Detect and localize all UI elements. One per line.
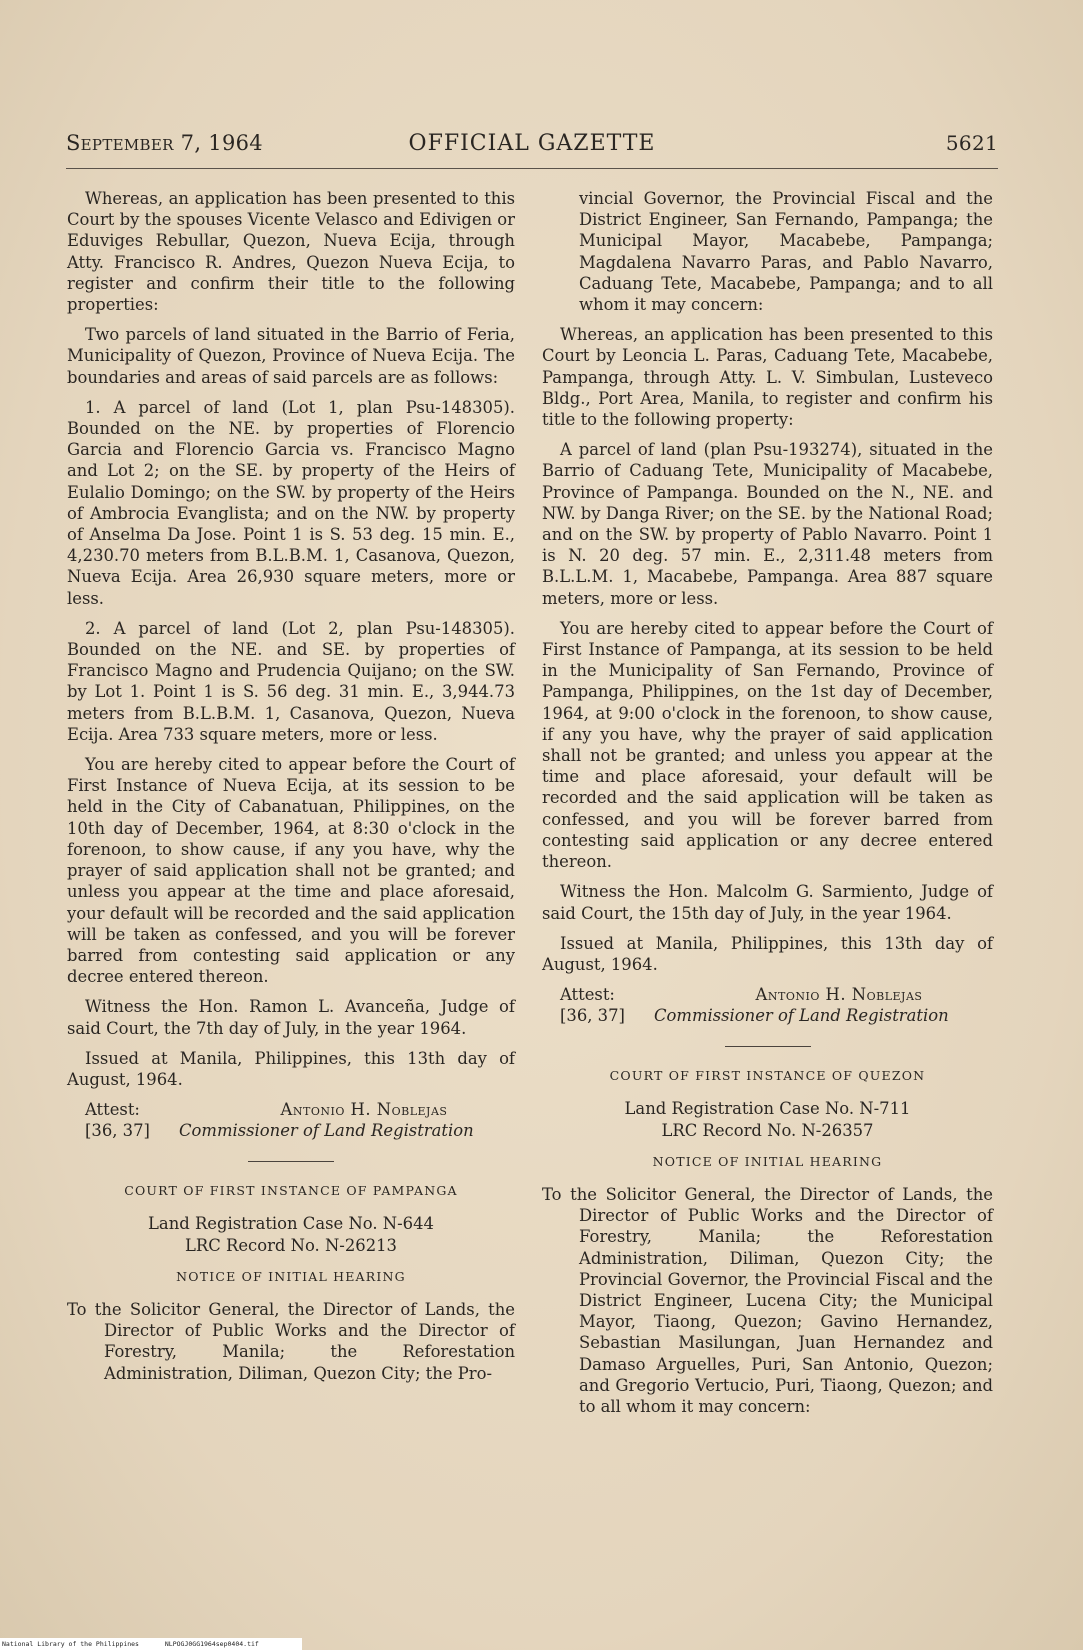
- paragraph: A parcel of land (plan Psu-193274), situated in the Barrio of Caduang Tete, Municipality of Macabebe, Province of Pampanga. Bounded on the N., NE. and NW. by Danga River; on the SE. by the National Road; and on the SW. by property of Pablo Navarro. Point 1 is N. 20 deg. 57 min. E., 2,311.48 meters from B.L.L.M. 1, Macabebe, Pampanga. Area 887 square meters, more or less.: [542, 440, 993, 608]
- right-column: [542, 188, 993, 1426]
- issue-reference: [36, 37]: [560, 1006, 625, 1026]
- paragraph: Witness the Hon. Malcolm G. Sarmiento, Judge of said Court, the 15th day of July, in the year 1964.: [542, 882, 993, 923]
- left-column: [67, 188, 515, 1393]
- page-header: [66, 131, 998, 161]
- paragraph: Witness the Hon. Ramon L. Avanceña, Judge of said Court, the 7th day of July, in the year 1964.: [67, 997, 515, 1038]
- lrc-record-number: LRC Record No. N-26213: [185, 1235, 397, 1255]
- attest-label: Attest:: [560, 985, 615, 1005]
- paragraph: Issued at Manila, Philippines, this 13th day of August, 1964.: [542, 933, 993, 974]
- issue-reference: [36, 37]: [85, 1121, 150, 1141]
- paragraph: 2. A parcel of land (Lot 2, plan Psu-148305). Bounded on the NE. and SE. by properties of Francisco Magno and Prudencia Quijano; on the SW. by Lot 1. Point 1 is S. 56 deg. 31 min. E., 3,944.73 meters from B.L.B.M. 1, Casanova, Quezon, Nueva Ecija. Area 733 square meters, more or less.: [67, 618, 515, 744]
- signatory-title: Commissioner of Land Registration: [179, 1121, 474, 1141]
- paragraph: Whereas, an application has been presented to this Court by the spouses Vicente Velasco and Edivigen or Eduviges Rebullar, Quezon, Nueva Ecija, through Atty. Francisco R. Andres, Quezon Nueva Ecija, to register and confirm their title to the following properties:: [67, 189, 516, 315]
- addressee-list: To the Solicitor General, the Director of Lands, the Director of Public Works and the Director of Forestry, Manila; the Reforestation Administration, Diliman, Quezon City; the Provincial Governor, the Provincial Fiscal and the District Engineer, Lucena City; the Municipal Mayor, Tiaong, Quezon; Gavino Hernandez, Sebastian Masilungan, Juan Hernandez and Damaso Arguelles, Puri, San Antonio, Quezon; and Gregorio Vertucio, Puri, Tiaong, Quezon; and to all whom it may concern:: [542, 1184, 993, 1416]
- lrc-record-number: LRC Record No. N-26357: [661, 1120, 874, 1140]
- paragraph: Whereas, an application has been presented to this Court by Leoncia L. Paras, Caduang Tete, Macabebe, Pampanga, through Atty. L. V. Simbulan, Lusteveco Bldg., Port Area, Manila, to register and confirm his title to the following property:: [542, 325, 993, 430]
- paragraph: Two parcels of land situated in the Barrio of Feria, Municipality of Quezon, Province of Nueva Ecija. The boundaries and areas of said parcels are as follows:: [67, 325, 515, 387]
- signatory-title: Commissioner of Land Registration: [654, 1006, 949, 1026]
- notice-heading: NOTICE OF INITIAL HEARING: [652, 1153, 883, 1169]
- scan-footer: [0, 1638, 302, 1650]
- paragraph: You are hereby cited to appear before the Court of First Instance of Pampanga, at its session to be held in the Municipality of San Fernando, Province of Pampanga, Philippines, on the 1st day of December, 1964, at 9:00 o'clock in the forenoon, to show cause, if any you have, why the prayer of said application shall not be granted; and unless you appear at the time and place aforesaid, your default will be recorded and the said application will be taken as confessed, and you will be forever barred from contesting said application or any decree entered thereon.: [542, 618, 993, 872]
- signature-block: [67, 1099, 515, 1143]
- signature-block: [542, 984, 993, 1028]
- signatory-name: Antonio H. Noblejas: [280, 1100, 448, 1120]
- signatory-name: Antonio H. Noblejas: [755, 985, 923, 1005]
- file-name: NLPOGJ0GG1964sep0404.tif: [164, 1640, 259, 1648]
- section-divider: [248, 1161, 334, 1162]
- notice-heading: NOTICE OF INITIAL HEARING: [176, 1268, 406, 1284]
- court-heading: COURT OF FIRST INSTANCE OF PAMPANGA: [124, 1183, 458, 1199]
- attest-label: Attest:: [85, 1100, 140, 1120]
- header-page-number: 5621: [945, 131, 998, 155]
- addressee-list: To the Solicitor General, the Director of Lands, the Director of Public Works and the Director of Forestry, Manila; the Reforestation Administration, Diliman, Quezon City; the Pro-: [67, 1299, 515, 1383]
- paragraph: You are hereby cited to appear before the Court of First Instance of Nueva Ecija, at its session to be held in the City of Cabanatuan, Philippines, on the 10th day of December, 1964, at 8:30 o'clock in the forenoon, to show cause, if any you have, why the prayer of said application shall not be granted; and unless you appear at the time and place aforesaid, your default will be recorded and the said application will be taken as confessed, and you will be forever barred from contesting said application or any decree entered thereon.: [67, 755, 515, 987]
- paragraph: 1. A parcel of land (Lot 1, plan Psu-148305). Bounded on the NE. by properties of Florencio Garcia and Florencio Garcia vs. Francisco Magno and Lot 2; on the SE. by property of the Heirs of Eulalio Domingo; on the SW. by property of the Heirs of Ambrocia Evanglista; and on the NW. by property of Anselma Da Jose. Point 1 is S. 53 deg. 15 min. E., 4,230.70 meters from B.L.B.M. 1, Casanova, Quezon, Nueva Ecija. Area 26,930 square meters, more or less.: [67, 397, 515, 608]
- section-divider: [725, 1046, 811, 1047]
- header-rule: [66, 168, 998, 169]
- case-number: Land Registration Case No. N-644: [148, 1214, 434, 1234]
- case-number: Land Registration Case No. N-711: [624, 1099, 911, 1119]
- addressee-list-continued: vincial Governor, the Provincial Fiscal and the District Engineer, San Fernando, Pampanga; the Municipal Mayor, Macabebe, Pampanga; Magdalena Navarro Paras, and Pablo Navarro, Caduang Tete, Macabebe, Pampanga; and to all whom it may concern:: [579, 189, 993, 315]
- paragraph: Issued at Manila, Philippines, this 13th day of August, 1964.: [67, 1048, 515, 1089]
- header-date: September 7, 1964: [66, 131, 263, 155]
- header-title: OFFICIAL GAZETTE: [408, 131, 656, 156]
- library-name: National Library of the Philippines: [2, 1640, 139, 1648]
- court-heading: COURT OF FIRST INSTANCE OF QUEZON: [609, 1068, 926, 1084]
